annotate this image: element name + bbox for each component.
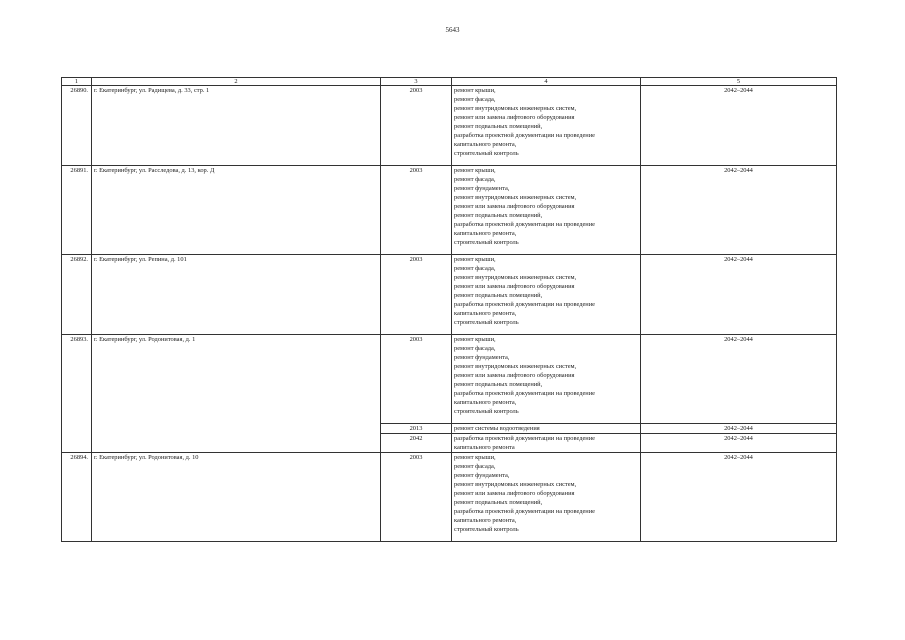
- work-item: строительный контроль: [454, 150, 519, 157]
- work-item: строительный контроль: [454, 239, 519, 246]
- work-item: разработка проектной документации на проведение: [454, 301, 595, 308]
- work-item: капитального ремонта,: [454, 230, 517, 237]
- work-item: ремонт внутридомовых инженерных систем,: [454, 481, 577, 488]
- row-works: [452, 335, 641, 424]
- row-year: 2003: [381, 255, 452, 335]
- capital-repair-table: [61, 77, 837, 542]
- work-item: ремонт фасада,: [454, 96, 496, 103]
- row-address: г. Екатеринбург, ул. Родонитовая, д. 10: [92, 453, 381, 542]
- subrow-year: 2042: [381, 434, 452, 453]
- work-item: ремонт или замена лифтового оборудования: [454, 283, 575, 290]
- row-year: 2003: [381, 453, 452, 542]
- work-item: ремонт подвальных помещений,: [454, 123, 543, 130]
- work-item: ремонт подвальных помещений,: [454, 212, 543, 219]
- work-item: разработка проектной документации на проведение: [454, 508, 595, 515]
- subrow-works: [452, 434, 641, 453]
- work-item: строительный контроль: [454, 319, 519, 326]
- column-number-5: 5: [641, 78, 837, 86]
- work-item: ремонт крыши,: [454, 167, 496, 174]
- work-item: капитального ремонта,: [454, 517, 517, 524]
- work-item: ремонт подвальных помещений,: [454, 499, 543, 506]
- row-number: 26893.: [62, 335, 92, 453]
- work-item: разработка проектной документации на проведение: [454, 132, 595, 139]
- subrow-works: [452, 424, 641, 434]
- row-address: г. Екатеринбург, ул. Радищева, д. 33, стр. 1: [92, 86, 381, 166]
- work-item: капитального ремонта,: [454, 310, 517, 317]
- work-item: ремонт фундамента,: [454, 472, 510, 479]
- row-period: 2042–2044: [641, 166, 837, 255]
- work-item: ремонт или замена лифтового оборудования: [454, 114, 575, 121]
- table-row: [62, 335, 837, 424]
- row-works: [452, 255, 641, 335]
- work-item: ремонт внутридомовых инженерных систем,: [454, 363, 577, 370]
- work-item: капитального ремонта,: [454, 399, 517, 406]
- subrow-year: 2013: [381, 424, 452, 434]
- work-item: ремонт внутридомовых инженерных систем,: [454, 194, 577, 201]
- work-item: ремонт фасада,: [454, 463, 496, 470]
- row-number: 26890.: [62, 86, 92, 166]
- work-item: ремонт или замена лифтового оборудования: [454, 372, 575, 379]
- table-row: [62, 453, 837, 542]
- row-works: [452, 166, 641, 255]
- row-works: [452, 86, 641, 166]
- row-year: 2003: [381, 166, 452, 255]
- row-period: 2042–2044: [641, 453, 837, 542]
- work-item: ремонт внутридомовых инженерных систем,: [454, 274, 577, 281]
- work-item: ремонт фасада,: [454, 345, 496, 352]
- subrow-period: 2042–2044: [641, 424, 837, 434]
- row-address: г. Екатеринбург, ул. Родонитовая, д. 1: [92, 335, 381, 453]
- work-item: разработка проектной документации на проведение: [454, 221, 595, 228]
- work-item: строительный контроль: [454, 526, 519, 533]
- row-number: 26892.: [62, 255, 92, 335]
- row-year: 2003: [381, 335, 452, 424]
- table-body: [62, 78, 837, 542]
- work-item: ремонт фасада,: [454, 265, 496, 272]
- work-item: капитального ремонта: [454, 444, 515, 451]
- work-item: строительный контроль: [454, 408, 519, 415]
- column-number-3: 3: [381, 78, 452, 86]
- row-number: 26891.: [62, 166, 92, 255]
- work-item: ремонт фасада,: [454, 176, 496, 183]
- row-period: 2042–2044: [641, 255, 837, 335]
- work-item: капитального ремонта,: [454, 141, 517, 148]
- table-row: [62, 255, 837, 335]
- row-number: 26894.: [62, 453, 92, 542]
- column-number-4: 4: [452, 78, 641, 86]
- row-works: [452, 453, 641, 542]
- work-item: ремонт фундамента,: [454, 354, 510, 361]
- work-item: ремонт крыши,: [454, 454, 496, 461]
- row-year: 2003: [381, 86, 452, 166]
- row-period: 2042–2044: [641, 86, 837, 166]
- work-item: ремонт крыши,: [454, 87, 496, 94]
- column-number-1: 1: [62, 78, 92, 86]
- work-item: ремонт крыши,: [454, 336, 496, 343]
- table-row: [62, 86, 837, 166]
- row-address: г. Екатеринбург, ул. Расследова, д. 13, кор. Д: [92, 166, 381, 255]
- row-period: 2042–2044: [641, 335, 837, 424]
- work-item: ремонт или замена лифтового оборудования: [454, 203, 575, 210]
- work-item: ремонт подвальных помещений,: [454, 381, 543, 388]
- column-number-2: 2: [92, 78, 381, 86]
- work-item: ремонт фундамента,: [454, 185, 510, 192]
- column-number-row: [62, 78, 837, 86]
- subrow-period: 2042–2044: [641, 434, 837, 453]
- work-item: ремонт подвальных помещений,: [454, 292, 543, 299]
- row-address: г. Екатеринбург, ул. Репина, д. 101: [92, 255, 381, 335]
- table-row: [62, 166, 837, 255]
- work-item: ремонт системы водоотведения: [454, 425, 540, 432]
- work-item: разработка проектной документации на проведение: [454, 390, 595, 397]
- page-number: 5643: [445, 26, 460, 34]
- work-item: разработка проектной документации на проведение: [454, 435, 595, 442]
- work-item: ремонт внутридомовых инженерных систем,: [454, 105, 577, 112]
- work-item: ремонт крыши,: [454, 256, 496, 263]
- work-item: ремонт или замена лифтового оборудования: [454, 490, 575, 497]
